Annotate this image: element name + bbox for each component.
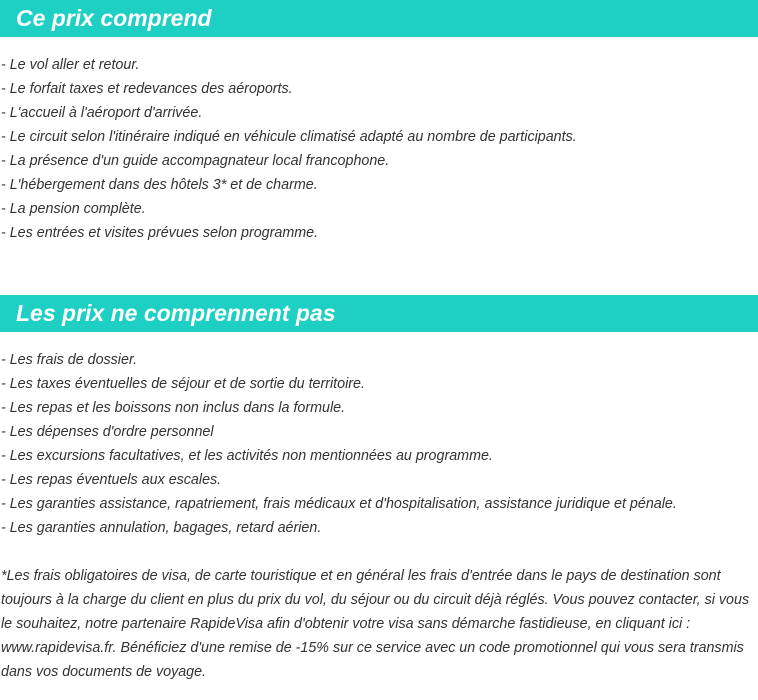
excluded-item: - Les taxes éventuelles de séjour et de sortie du territoire.: [1, 376, 365, 392]
included-list: [0, 53, 758, 245]
included-item: - Le circuit selon l'itinéraire indiqué en véhicule climatisé adapté au nombre de participants.: [1, 129, 577, 145]
included-item: - L'hébergement dans des hôtels 3* et de charme.: [1, 177, 318, 193]
included-section-title: Ce prix comprend: [0, 0, 758, 37]
included-item: - Les entrées et visites prévues selon programme.: [1, 225, 319, 241]
excluded-item: - Les frais de dossier.: [1, 352, 138, 368]
excluded-item: - Les dépenses d'ordre personnel: [1, 424, 214, 440]
excluded-item: - Les repas éventuels aux escales.: [1, 472, 222, 488]
visa-note: *Les frais obligatoires de visa, de carte touristique et en général les frais d'entrée dans le pays de destination sont toujours à la charge du client en plus du prix du vol, du séjour ou du circuit déjà réglés. Vous pouvez contacter, si vous le souhaitez, notre partenaire RapideVisa afin d'obtenir votre visa sans démarche fastidieuse, en cliquant ici : www.rapidevisa.fr. Bénéficiez d'une remise de -15% sur ce service avec un code promotionnel qui vous sera transmis dans vos documents de voyage.: [1, 568, 750, 680]
excluded-item: - Les repas et les boissons non inclus dans la formule.: [1, 400, 346, 416]
excluded-list: [0, 348, 758, 540]
included-item: - Le vol aller et retour.: [1, 57, 140, 73]
excluded-item: - Les garanties assistance, rapatriement, frais médicaux et d'hospitalisation, assistance juridique et pénale.: [1, 496, 677, 512]
excluded-item: - Les excursions facultatives, et les activités non mentionnées au programme.: [1, 448, 493, 464]
included-item: - L'accueil à l'aéroport d'arrivée.: [1, 105, 203, 121]
included-item: - Le forfait taxes et redevances des aéroports.: [1, 81, 293, 97]
excluded-section-title: Les prix ne comprennent pas: [0, 295, 758, 332]
included-item: - La pension complète.: [1, 201, 146, 217]
excluded-item: - Les garanties annulation, bagages, retard aérien.: [1, 520, 322, 536]
included-item: - La présence d'un guide accompagnateur local francophone.: [1, 153, 390, 169]
